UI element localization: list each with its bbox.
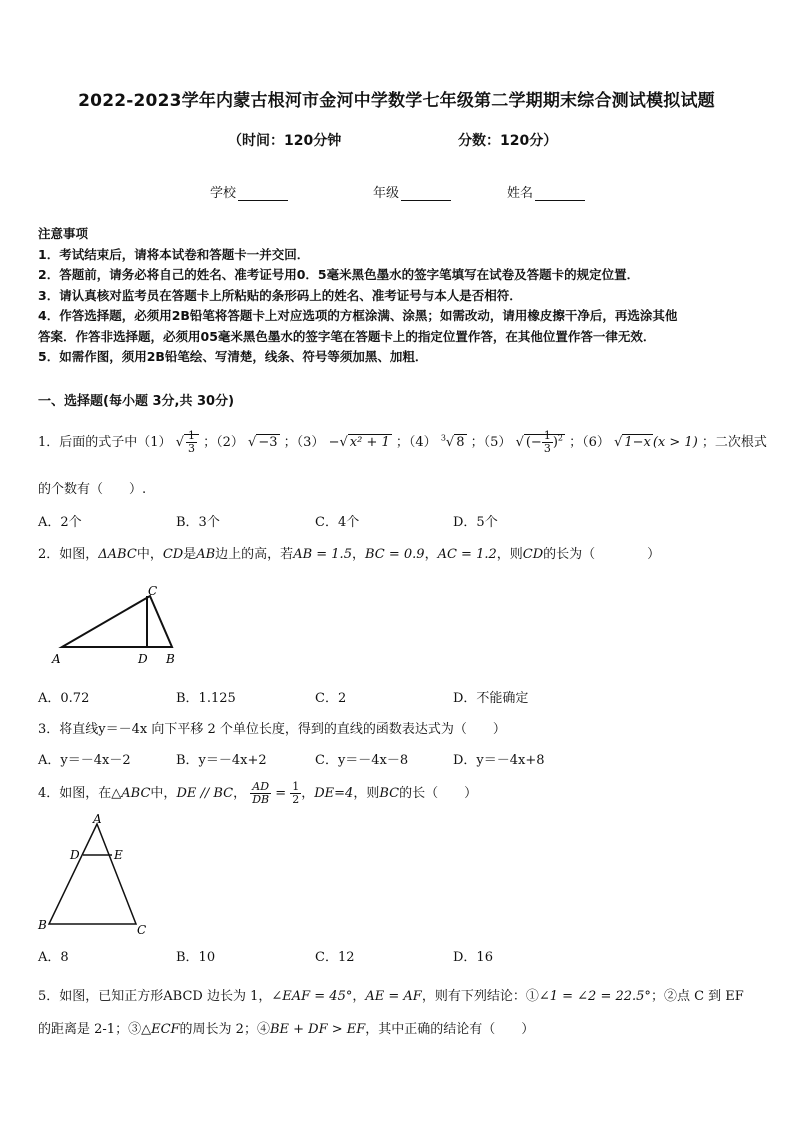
q5-text: 5．如图，已知正方形ABCD 边长为 1， — [38, 989, 272, 1004]
label-d: D — [70, 848, 80, 862]
q5-text: ；②点 C 到 EF — [650, 989, 744, 1004]
label-c: C — [148, 584, 158, 598]
q5-math: BE + DF > EF — [269, 1022, 366, 1037]
q2-option-d[interactable]: D．不能确定 — [453, 691, 529, 706]
q2-option-a[interactable]: A．0.72 — [38, 691, 90, 706]
triangle-abc — [62, 596, 172, 647]
q2-math: AB — [196, 547, 216, 562]
q4-text: 中， — [150, 786, 177, 801]
q4-option-a[interactable]: A．8 — [38, 950, 69, 965]
q5-math: ∠1 = ∠2 = 22.5° — [538, 989, 651, 1004]
note-item: 1．考试结束后，请将本试卷和答题卡一并交回． — [38, 246, 310, 262]
q4-triangle-figure — [36, 812, 156, 940]
label-a: A — [93, 812, 102, 826]
q5-math: △ECF — [141, 1022, 180, 1037]
q5-text: 的距离是 2-1；③ — [38, 1022, 142, 1037]
question-5-line2 — [38, 1018, 534, 1037]
label-b: B — [38, 918, 47, 932]
note-item: 5．如需作图，须用2B铅笔绘、写清楚，线条、符号等须加黑、加粗． — [38, 349, 428, 364]
q1-text: ；（4） — [395, 435, 437, 450]
q1-option-a[interactable]: A．2个 — [38, 515, 82, 530]
q2-option-b[interactable]: B．1.125 — [176, 691, 236, 706]
q1-text: ；（3） — [283, 435, 325, 450]
q4-option-d[interactable]: D．16 — [453, 950, 493, 965]
q5-text: ，其中正确的结论有（ ） — [365, 1022, 535, 1037]
note-item: 4．作答选择题，必须用2B铅笔将答题卡上对应选项的方框涂满、涂黑；如需改动，请用橡皮擦干净后，再选涂其他 — [38, 308, 678, 323]
question-1 — [38, 430, 767, 455]
q1-option-b[interactable]: B．3个 — [176, 515, 220, 530]
q4-text: ，则 — [353, 786, 380, 801]
triangle-abc — [49, 824, 136, 924]
q2-text: 是 — [183, 547, 197, 562]
q4-option-b[interactable]: B．10 — [176, 950, 216, 965]
q1-option-c[interactable]: C．4个 — [315, 515, 360, 530]
question-2 — [38, 543, 660, 562]
q2-math: AC = 1.2 — [437, 547, 497, 562]
q2-math: ΔABC — [98, 547, 137, 562]
q5-text: ，则有下列结论：① — [421, 989, 539, 1004]
q2-math: BC = 0.9 — [364, 547, 425, 562]
q1-option-d[interactable]: D．5个 — [453, 515, 498, 530]
notes-heading: 注意事项 — [38, 226, 89, 241]
q2-math: CD — [162, 547, 184, 562]
q2-text: ， — [351, 547, 365, 562]
q1-expr-1: √ $\frac{1}{3}$ — [176, 434, 199, 450]
q5-text: ， — [352, 989, 366, 1004]
q1-text: ；（6） — [569, 435, 610, 450]
question-4 — [38, 779, 477, 809]
q4-text: = — [275, 786, 287, 801]
q1-expr-6: √ 1−x (x > 1) — [614, 435, 698, 450]
q1-text: ；（5） — [470, 435, 512, 450]
q5-text: 的周长为 2；④ — [179, 1022, 270, 1037]
question-5 — [38, 985, 744, 1004]
q3-option-c[interactable]: C．y＝－4x－8 — [315, 753, 409, 768]
q4-text: ， — [233, 786, 247, 801]
q4-math: ABC — [121, 786, 151, 801]
q2-text: ， — [424, 547, 438, 562]
school-label: 学校 — [210, 186, 237, 201]
q5-math: ∠EAF = 45° — [271, 989, 353, 1004]
q2-math: AB = 1.5 — [293, 547, 352, 562]
school-blank[interactable] — [238, 188, 288, 201]
label-a: A — [52, 652, 61, 666]
section-heading: 一、选择题(每小题 3分,共 30分) — [38, 394, 235, 409]
q2-math: CD — [522, 547, 544, 562]
q1-text: ；二次根式 — [701, 435, 767, 450]
q4-text: 4．如图，在△ — [38, 786, 122, 801]
grade-label: 年级 — [373, 186, 400, 201]
note-item: 答案．作答非选择题，必须用05毫米黑色墨水的签字笔在答题卡上的指定位置作答，在其他位置作答一律无效． — [38, 328, 656, 344]
name-blank[interactable] — [535, 188, 585, 201]
q3-option-d[interactable]: D．y＝－4x+8 — [453, 753, 545, 768]
q3-option-a[interactable]: A．y＝－4x－2 — [38, 753, 131, 768]
notes-block — [38, 224, 677, 368]
q2-text: 中， — [136, 547, 163, 562]
q1-expr-2: √ −3 — [248, 435, 278, 450]
q3-option-b[interactable]: B．y＝－4x+2 — [176, 753, 267, 768]
q4-math: BC — [379, 786, 400, 801]
q1-expr-3: −√ x² + 1 — [328, 435, 390, 450]
grade-blank[interactable] — [401, 188, 451, 201]
q2-option-c[interactable]: C．2 — [315, 691, 347, 706]
page-title: 2022-2023学年内蒙古根河市金河中学数学七年级第二学期期末综合测试模拟试题 — [78, 91, 715, 111]
note-item: 2．答题前，请务必将自己的姓名、准考证号用0．5毫米黑色墨水的签字笔填写在试卷及答题卡的规定位置． — [38, 267, 640, 282]
q2-text: 2．如图， — [38, 547, 99, 562]
q1-line2: 的个数有（ ）. — [38, 482, 147, 497]
q4-text: 的长（ ） — [399, 786, 478, 801]
q1-text: 1．后面的式子中（1） — [38, 435, 172, 450]
label-b: B — [166, 652, 175, 666]
q4-math: DE // BC — [176, 786, 234, 801]
note-item: 3．请认真核对监考员在答题卡上所粘贴的条形码上的姓名、准考证号与本人是否相符． — [38, 287, 522, 303]
q4-math: DE=4 — [314, 786, 354, 801]
grade-field[interactable] — [373, 182, 451, 201]
name-label: 姓名 — [507, 186, 534, 201]
exam-score: 分数：120分） — [458, 133, 558, 149]
label-d: D — [138, 652, 148, 666]
exam-time: （时间：120分钟 — [228, 133, 342, 149]
q2-text: 边上的高，若 — [215, 547, 294, 562]
q4-fraction: $\frac{AD}{DB}$ — [252, 780, 270, 806]
q1-expr-5: √ (− $\frac{1}{3}$ )$^2$ — [515, 429, 563, 455]
q2-triangle-figure — [50, 583, 190, 669]
q4-text: ， — [301, 786, 315, 801]
q4-half: $\frac{1}{2}$ — [292, 780, 300, 806]
q5-math: AE = AF — [365, 989, 422, 1004]
name-field[interactable] — [507, 182, 585, 201]
q2-text: 的长为（ ） — [543, 547, 661, 562]
q4-option-c[interactable]: C．12 — [315, 950, 355, 965]
q2-text: ，则 — [496, 547, 523, 562]
q1-text: ；（2） — [203, 435, 244, 450]
label-c: C — [137, 923, 147, 937]
question-3: 3．将直线y＝－4x 向下平移 2 个单位长度，得到的直线的函数表达式为（ ） — [38, 722, 506, 737]
label-e: E — [114, 848, 123, 862]
q1-expr-4: $^3$√ 8 — [440, 433, 465, 450]
school-field[interactable] — [210, 182, 288, 201]
